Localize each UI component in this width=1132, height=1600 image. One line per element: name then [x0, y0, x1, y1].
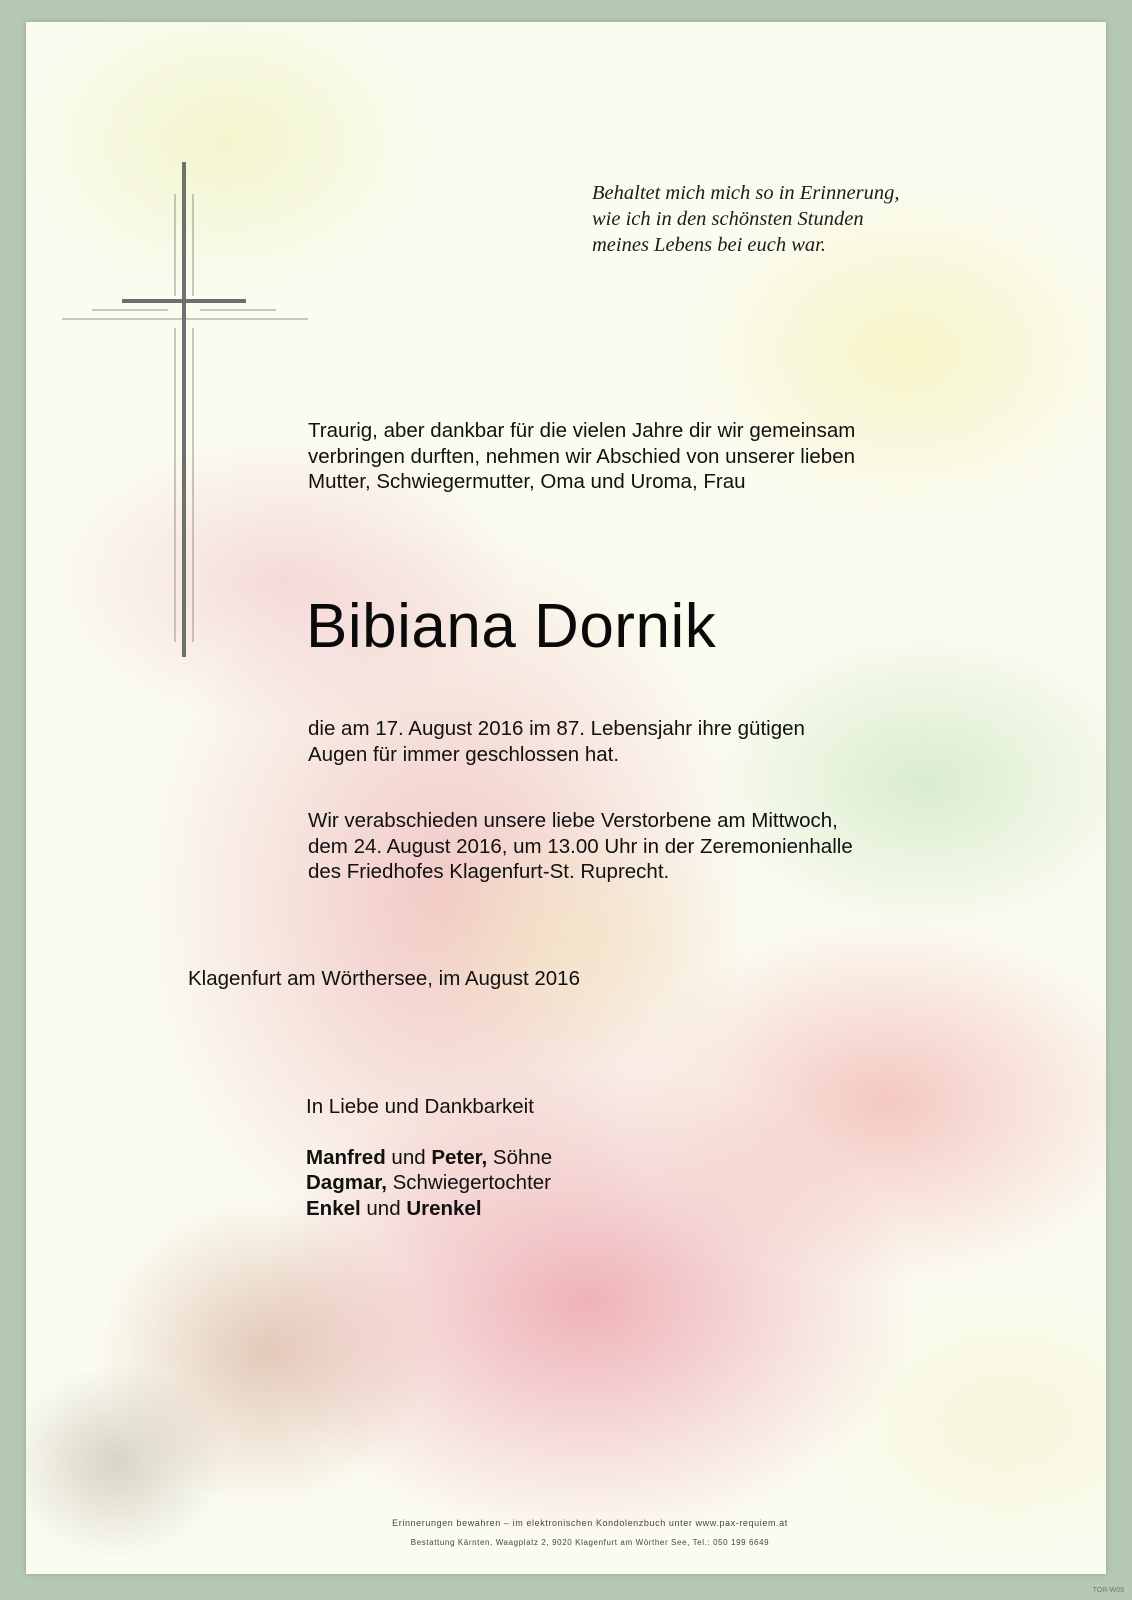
- quote-line: meines Lebens bei euch war.: [592, 234, 826, 256]
- death-notice-card: [26, 22, 1106, 1574]
- mourners-heading: In Liebe und Dankbarkeit: [306, 1095, 534, 1118]
- mourner-row: [306, 1196, 552, 1222]
- joiner-text: und: [360, 1196, 407, 1220]
- death-line: die am 17. August 2016 im 87. Lebensjahr ihre gütigen: [308, 717, 805, 740]
- mourner-name: Dagmar,: [306, 1171, 387, 1194]
- quote-line: Behaltet mich mich so in Erinnerung,: [592, 182, 900, 204]
- footer-address-line: Bestattung Kärnten, Waagplatz 2, 9020 Klagenfurt am Wörther See, Tel.: 050 199 6649: [410, 1538, 770, 1547]
- place-and-date: Klagenfurt am Wörthersee, im August 2016: [188, 967, 580, 990]
- memorial-quote: [592, 180, 1052, 258]
- deceased-name: Bibiana Dornik: [306, 592, 717, 661]
- mourner-row: [306, 1145, 552, 1171]
- mourners-block: [306, 1094, 552, 1221]
- mourner-name: Urenkel: [406, 1196, 482, 1220]
- ceremony-line: des Friedhofes Klagenfurt-St. Ruprecht.: [308, 860, 670, 883]
- mourner-name: Enkel: [306, 1196, 361, 1220]
- relation-text: Schwiegertochter: [386, 1171, 551, 1194]
- ceremony-line: dem 24. August 2016, um 13.00 Uhr in der Zeremonienhalle: [308, 834, 853, 858]
- mourner-name: Manfred: [306, 1145, 386, 1169]
- intro-line: Mutter, Schwiegermutter, Oma und Uroma, Frau: [308, 470, 746, 493]
- cross-thin-lines: [62, 194, 308, 642]
- cross-bold-lines: [122, 162, 246, 657]
- relation-text: Söhne: [487, 1145, 553, 1169]
- mourner-name: Peter,: [431, 1145, 488, 1169]
- footer-condolence-line: Erinnerungen bewahren – im elektronischen Kondolenzbuch unter www.pax-requiem.at: [392, 1518, 788, 1528]
- mourner-row: [306, 1170, 552, 1196]
- corner-code: TOR-W09: [1092, 1587, 1124, 1594]
- intro-line: verbringen durften, nehmen wir Abschied von unserer lieben: [308, 444, 855, 468]
- quote-line: wie ich in den schönsten Stunden: [592, 208, 864, 230]
- ceremony-text: [308, 808, 1008, 885]
- ceremony-line: Wir verabschieden unsere liebe Verstorbene am Mittwoch,: [308, 809, 838, 832]
- intro-text: [308, 418, 1008, 495]
- intro-line: Traurig, aber dankbar für die vielen Jahre dir wir gemeinsam: [308, 419, 856, 442]
- joiner-text: und: [385, 1145, 432, 1169]
- death-notice-text: [308, 716, 1008, 767]
- death-line: Augen für immer geschlossen hat.: [308, 742, 620, 766]
